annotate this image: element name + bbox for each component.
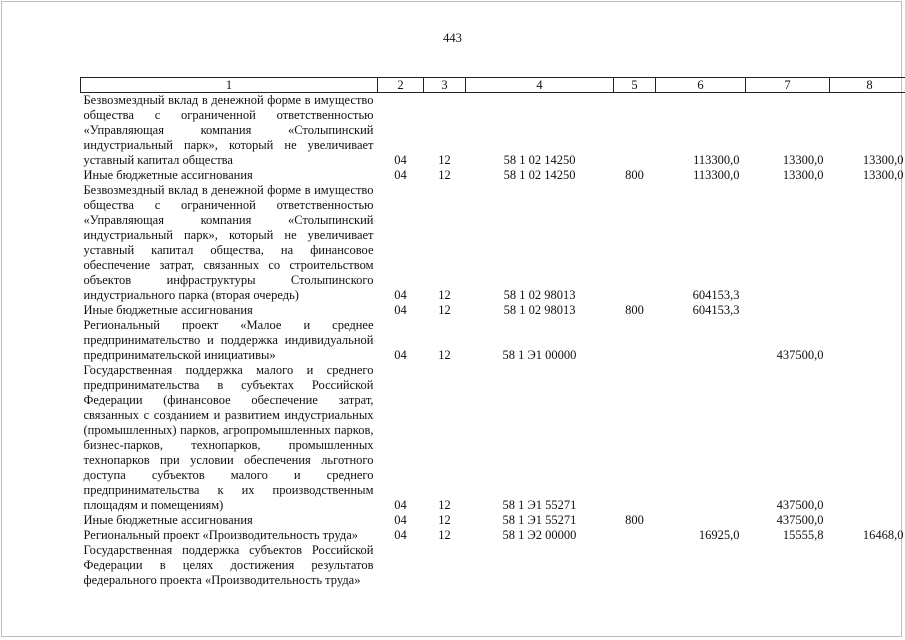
section-cell: 04 (394, 153, 407, 167)
row-name-cell: Иные бюджетные ассигнования (83, 303, 253, 317)
table-row (81, 318, 905, 363)
amount-year1-cell: 113300,0 (693, 168, 740, 182)
table-row (81, 528, 905, 543)
amount-year2-cell: 15555,8 (782, 528, 824, 542)
subsection-cell: 12 (438, 498, 451, 512)
amount-year3-cell (830, 318, 905, 363)
amount-year3-cell (830, 183, 905, 303)
target-article-cell: 58 1 02 14250 (503, 153, 576, 167)
expense-type-cell (614, 363, 656, 513)
subsection-cell: 12 (438, 168, 451, 182)
expense-type-cell: 800 (625, 303, 644, 317)
section-cell: 04 (394, 348, 407, 362)
table-row (81, 543, 905, 588)
amount-year1-cell (656, 318, 746, 363)
amount-year3-cell (830, 303, 905, 318)
section-cell: 04 (394, 513, 407, 527)
amount-year2-cell: 13300,0 (782, 168, 824, 182)
header-col-3: 3 (424, 78, 466, 93)
section-cell: 04 (394, 528, 407, 542)
expense-type-cell: 800 (625, 168, 644, 182)
table-row (81, 363, 905, 513)
subsection-cell: 12 (438, 528, 451, 542)
expense-type-cell (614, 318, 656, 363)
amount-year1-cell: 604153,3 (692, 288, 740, 302)
amount-year3-cell: 13300,0 (862, 168, 904, 182)
amount-year1-cell: 604153,3 (692, 303, 740, 317)
table-row (81, 183, 905, 303)
amount-year2-cell (746, 303, 830, 318)
target-article-cell: 58 1 02 98013 (503, 303, 576, 317)
table-row (81, 513, 905, 528)
subsection-cell: 12 (438, 348, 451, 362)
header-col-6: 6 (656, 78, 746, 93)
amount-year2-cell: 437500,0 (776, 348, 824, 362)
header-col-4: 4 (466, 78, 614, 93)
table-row (81, 93, 905, 169)
expense-type-cell (614, 93, 656, 169)
expense-type-cell: 800 (625, 513, 644, 527)
header-col-8: 8 (830, 78, 905, 93)
subsection-cell: 12 (438, 513, 451, 527)
row-name-cell: Региональный проект «Малое и среднее предпринимательство и поддержка индивидуальной предпринимательской инициативы» (83, 318, 374, 362)
header-row (81, 78, 905, 93)
amount-year3-cell (830, 513, 905, 528)
row-name-cell: Иные бюджетные ассигнования (83, 168, 253, 182)
target-article-cell (466, 543, 614, 588)
table-body (81, 93, 905, 589)
expense-type-cell (614, 543, 656, 588)
target-article-cell: 58 1 Э1 55271 (502, 498, 577, 512)
page-number: 443 (443, 31, 462, 45)
table-row (81, 303, 905, 318)
section-cell: 04 (394, 303, 407, 317)
amount-year2-cell: 437500,0 (776, 498, 824, 512)
header-col-5: 5 (614, 78, 656, 93)
amount-year1-cell: 113300,0 (693, 153, 740, 167)
amount-year3-cell: 13300,0 (862, 153, 904, 167)
row-name-cell: Безвозмездный вклад в денежной форме в имущество общества с ограниченной ответственностью «Управляющая компания «Столыпинский индустриальный парк», который не увеличивает уставный капитал общества (83, 93, 374, 167)
amount-year1-cell (656, 543, 746, 588)
amount-year1-cell (656, 513, 746, 528)
subsection-cell: 12 (438, 303, 451, 317)
budget-table (80, 77, 905, 588)
target-article-cell: 58 1 Э2 00000 (502, 528, 577, 542)
header-col-2: 2 (378, 78, 424, 93)
header-col-1: 1 (81, 78, 378, 93)
subsection-cell: 12 (438, 288, 451, 302)
target-article-cell: 58 1 Э1 55271 (502, 513, 577, 527)
amount-year3-cell (830, 363, 905, 513)
amount-year2-cell: 437500,0 (776, 513, 824, 527)
amount-year1-cell: 16925,0 (698, 528, 740, 542)
row-name-cell: Иные бюджетные ассигнования (83, 513, 253, 527)
table-row (81, 168, 905, 183)
subsection-cell (424, 543, 466, 588)
expense-type-cell (614, 183, 656, 303)
section-cell: 04 (394, 288, 407, 302)
amount-year3-cell (830, 543, 905, 588)
row-name-cell: Безвозмездный вклад в денежной форме в имущество общества с ограниченной ответственностью «Управляющая компания «Столыпинский индустриальный парк», который не увеличивает уставный капитал общества, на финансовое обеспечение затрат, связанных со строительством объектов инфраструктуры Столыпинского индустриального парка (вторая очередь) (83, 183, 374, 302)
target-article-cell: 58 1 Э1 00000 (502, 348, 577, 362)
section-cell (378, 543, 424, 588)
row-name-cell: Государственная поддержка малого и среднего предпринимательства в субъектах Российской Федерации (финансовое обеспечение затрат, связанных с созданием и развитием индустриальных (промышленных) парков, агропромышленных парков, бизнес-парков, технопарков, промышленных технопарков при условии обеспечения льготного доступа субъектов малого и среднего предпринимательства к их производственным площадям и помещениям) (83, 363, 374, 512)
section-cell: 04 (394, 498, 407, 512)
row-name-cell: Государственная поддержка субъектов Российской Федерации в целях достижения результатов федерального проекта «Производительность труда» (83, 543, 374, 587)
amount-year2-cell: 13300,0 (782, 153, 824, 167)
row-name-cell: Региональный проект «Производительность труда» (83, 528, 358, 542)
header-col-7: 7 (746, 78, 830, 93)
amount-year3-cell: 16468,0 (862, 528, 904, 542)
expense-type-cell (614, 528, 656, 543)
amount-year2-cell (746, 183, 830, 303)
amount-year2-cell (746, 543, 830, 588)
subsection-cell: 12 (438, 153, 451, 167)
section-cell: 04 (394, 168, 407, 182)
amount-year1-cell (656, 363, 746, 513)
target-article-cell: 58 1 02 14250 (503, 168, 576, 182)
target-article-cell: 58 1 02 98013 (503, 288, 576, 302)
